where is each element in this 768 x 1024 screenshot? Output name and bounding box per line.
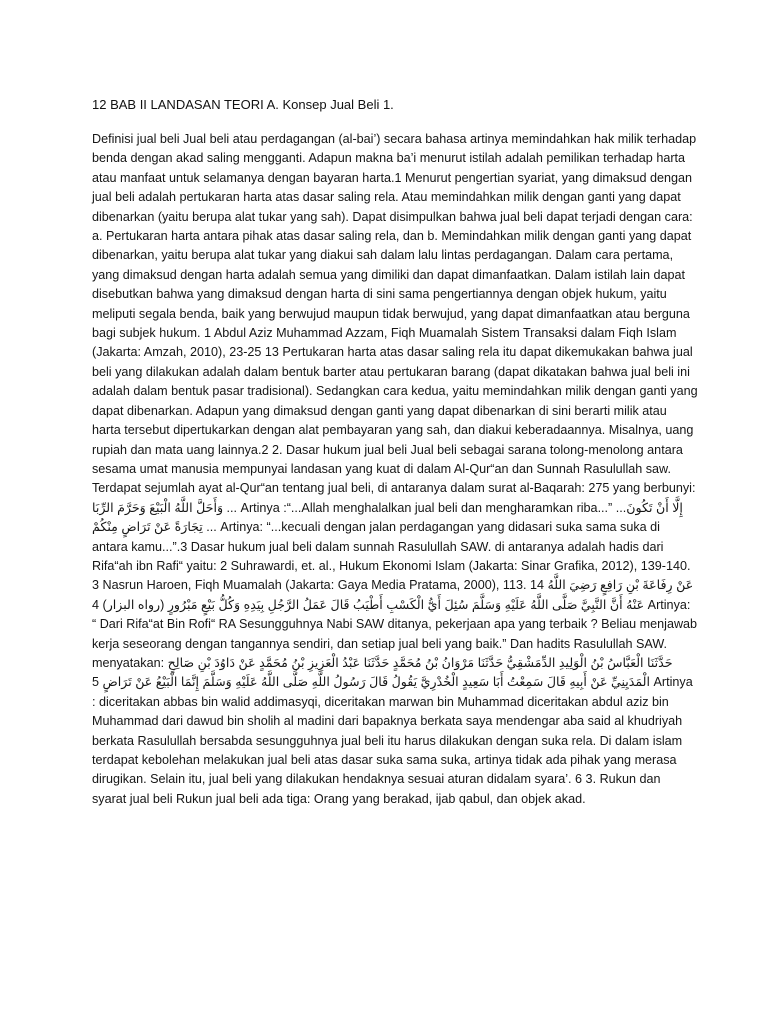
document-body-text: Definisi jual beli Jual beli atau perdagangan (al-bai’) secara bahasa artinya memindahkan hak milik terhadap benda dengan akad saling mengganti. Adapun makna ba’i menurut istilah adalah pemilikan terhadap harta atau manfaat untuk selamanya dengan bayaran harta.1 Menurut pengertian syariat, yang dimaksud dengan jual beli adalah pertukaran harta atas dasar saling rela. Atau memindahkan milik dengan ganti yang dapat dibenarkan (yaitu berupa alat tukar yang sah). Dapat disimpulkan bahwa jual beli dapat terjadi dengan cara: a. Pertukaran harta antara pihak atas dasar saling rela, dan b. Memindahkan milik dengan ganti yang dapat dibenarkan, yaitu berupa alat tukar yang diakui sah dalam lalu lintas perdagangan. Dalam cara pertama, yang dimaksud dengan harta adalah semua yang dimiliki dan dapat dimanfaatkan. Dalam istilah lain dapat disebutkan bahwa yang dimaksud dengan harta di sini sama pengertiannya dengan objek hukum, yaitu meliputi segala benda, baik yang berwujud maupun tidak berwujud, yang dapat dimanfaatkan atau berguna bagi subjek hukum. 1 Abdul Aziz Muhammad Azzam, Fiqh Muamalah Sistem Transaksi dalam Fiqh Islam (Jakarta: Amzah, 2010), 23-25 13 Pertukaran harta atas dasar saling rela itu dapat dikemukakan bahwa jual beli yang dilakukan adalah dalam bentuk barter atau pertukaran barang (dapat dikatakan bahwa jual beli ini adalah dalam bentuk pasar tradisional). Sedangkan cara kedua, yaitu memindahkan milik dengan ganti yang dapat dibenarkan. Adapun yang dimaksud dengan ganti yang dapat dibenarkan di sini berarti milik atau harta tersebut dipertukarkan dengan alat pembayaran yang sah, dan diakui keberadaannya. Misalnya, uang rupiah dan mata uang lainnya.2 2. Dasar hukum jual beli Jual beli sebagai sarana tolong-menolong antara sesama umat manusia mempunyai landasan yang kuat di dalam Al-Qur“an dan Sunnah Rasulullah saw. Terdapat sejumlah ayat al-Qur“an tentang jual beli, di antaranya dalam surat al-Baqarah: 275 yang berbunyi: ﻭَﺃَﺣَﻞَّ ﺍﻟﻠَّﻪُ ﺍﻟْﺒَﻴْﻊَ ﻭَﺣَﺮَّﻡَ ﺍﻟﺮِّﺑَﺎ ... Artinya :“...Allah menghalalkan jual beli dan mengharamkan riba...” ...ﺇِﻟَّﺎ ﺃَﻥْ ﺗَﻜُﻮﻥَ ﺗِﺠَﺎﺭَﺓً ﻋَﻦْ ﺗَﺮَﺍﺽٍ ﻣِﻨْﻜُﻢْ ... Artinya: “...kecuali dengan jalan perdagangan yang didasari suka sama suka di antara kamu...”.3 Dasar hukum jual beli dalam sunnah Rasulullah SAW. di antaranya adalah hadis dari Rifa“ah ibn Rafi“ yaitu: 2 Suhrawardi, et. al., Hukum Ekonomi Islam (Jakarta: Sinar Grafika, 2012), 139-140. 3 Nasrun Haroen, Fiqh Muamalah (Jakarta: Gaya Media Pratama, 2000), 113. 14 ﻋَﻦْ ﺭِﻓَﺎﻋَﺔَ ﺑْﻦِ ﺭَﺍﻓِﻊٍ ﺭَﺿِﻲَ ﺍﻟﻠَّﻪُ ﻋَﻨْﻪُ ﺃَﻥَّ ﺍﻟﻨَّﺒِﻲَّ ﺻَﻠَّﻰ ﺍﻟﻠَّﻪُ ﻋَﻠَﻴْﻪِ ﻭَﺳَﻠَّﻢَ ﺳُﺌِﻞَ ﺃَﻱُّ ﺍﻟْﻜَﺴْﺐِ ﺃَﻃْﻴَﺐُ ﻗَﺎﻝَ ﻋَﻤَﻞُ ﺍﻟﺮَّﺟُﻞِ ﺑِﻴَﺪِﻩِ ﻭَﻛُﻞُّ ﺑَﻴْﻊٍ ﻣَﺒْﺮُﻭﺭٍ (ﺭﻭﺍﻩ ﺍﻟﺒﺰﺍﺭ) 4 Artinya: “ Dari Rifa“at Bin Rofi“ RA Sesungguhnya Nabi SAW ditanya, pekerjaan apa yang terbaik ? Beliau menjawab kerja seseorang dengan tangannya sendiri, dan setiap jual beli yang baik.” Dan hadits Rasulullah SAW. menyatakan: ﺣَﺪَّﺛَﻨَﺎ ﺍﻟْﻌَﺒَّﺎﺱُ ﺑْﻦُ ﺍﻟْﻮَﻟِﻴﺪِ ﺍﻟﺪِّﻣَﺸْﻘِﻲُّ ﺣَﺪَّﺛَﻨَﺎ ﻣَﺮْﻭَﺍﻥُ ﺑْﻦُ ﻣُﺤَﻤَّﺪٍ ﺣَﺪَّﺛَﻨَﺎ ﻋَﺒْﺪُ ﺍﻟْﻌَﺰِﻳﺰِ ﺑْﻦُ ﻣُﺤَﻤَّﺪٍ ﻋَﻦْ ﺩَﺍﻭُﺩَ ﺑْﻦِ ﺻَﺎﻟِﺢٍ ﺍﻟْﻤَﺪَﻳِﻨِﻲِّ ﻋَﻦْ ﺃَﺑِﻴﻪِ ﻗَﺎﻝَ ﺳَﻤِﻌْﺖُ ﺃَﺑَﺎ ﺳَﻌِﻴﺪٍ ﺍﻟْﺨُﺪْﺭِﻱَّ ﻳَﻘُﻮﻝُ ﻗَﺎﻝَ ﺭَﺳُﻮﻝُ ﺍﻟﻠَّﻪِ ﺻَﻠَّﻰ ﺍﻟﻠَّﻪُ ﻋَﻠَﻴْﻪِ ﻭَﺳَﻠَّﻢَ ﺇِﻧَّﻤَﺎ ﺍﻟْﺒَﻴْﻊُ ﻋَﻦْ ﺗَﺮَﺍﺽٍ 5 Artinya : diceritakan abbas bin walid addimasyqi, diceritakan marwan bin Muhammad diceritakan abdul aziz bin Muhammad dari dawud bin sholih al madini dari bapaknya berkata saya mendengar aba said al khudriyah berkata Rasulullah bersabda sesungguhnya jual beli itu harus dilakukan dengan suka rela. Di dalam islam terdapat kebolehan melakukan jual beli atas dasar suka sama suka, artinya tidak ada pihak yang merasa dirugikan. Selain itu, jual beli yang dilakukan hendaknya sesuai aturan didalam syara’. 6 3. Rukun dan syarat jual beli Rukun jual beli ada tiga: Orang yang berakad, ijab qabul, dan objek akad.: [92, 132, 698, 806]
document-heading: 12 BAB II LANDASAN TEORI A. Konsep Jual Beli 1.: [92, 97, 394, 112]
